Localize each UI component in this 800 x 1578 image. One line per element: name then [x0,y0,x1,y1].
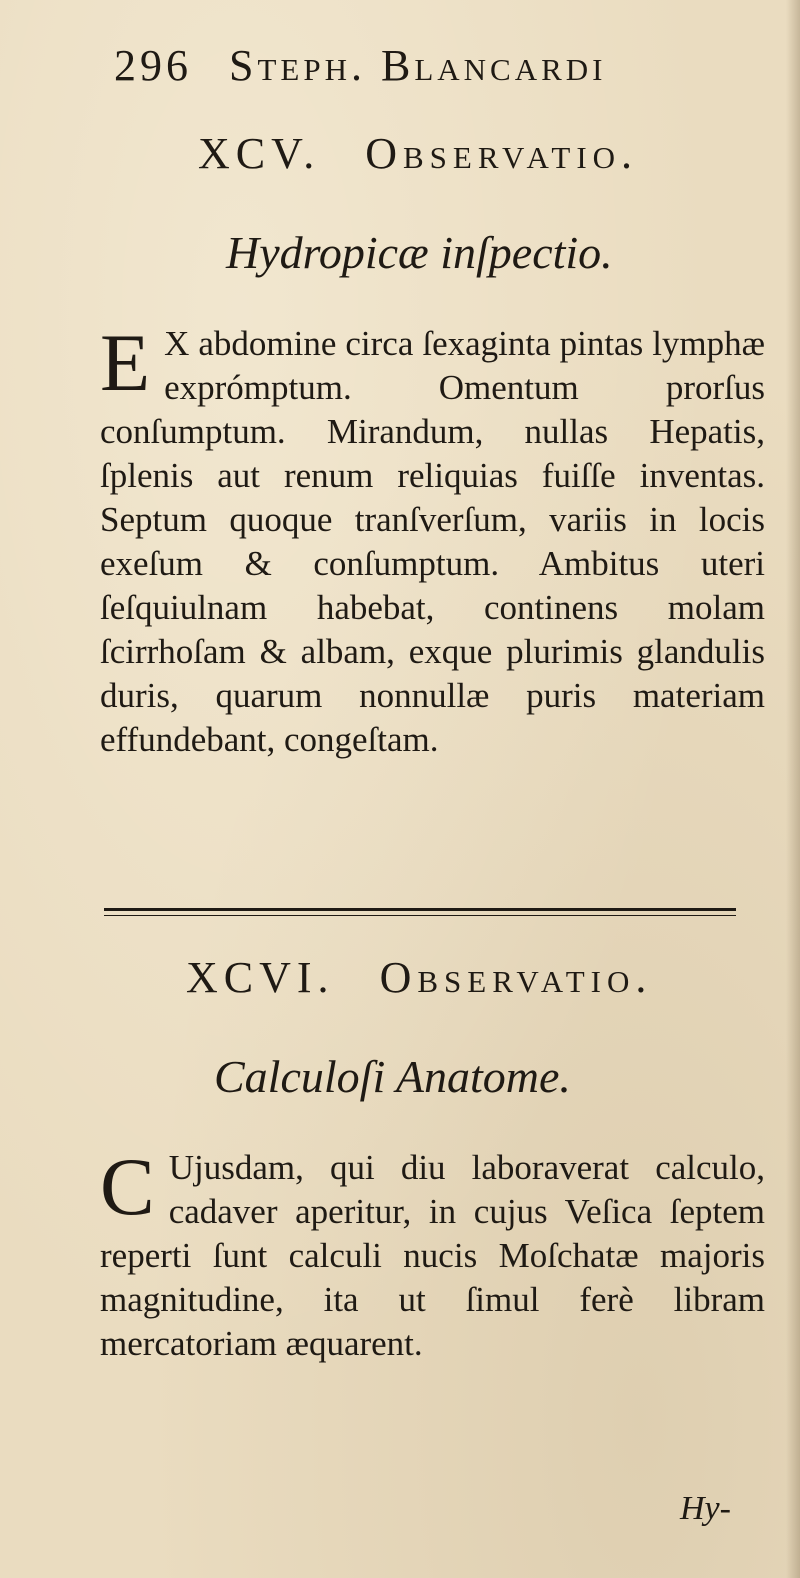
observation-number: XCV. [198,129,321,178]
drop-cap: C [100,1141,155,1232]
observation-heading [198,128,638,179]
observation-number: XCVI. [186,953,335,1002]
observation-label: Observatio. [365,129,639,178]
page-edge-shadow [786,0,800,1578]
observation-label: Observatio. [379,953,653,1002]
observation-body [100,317,765,762]
observation-text: X abdomine circa ſexaginta pintas lymphæ exprómptum. Omentum prorſus conſumptum. Mirandum, nullas Hepatis, ſplenis aut renum reliquias fuiſſe inventas. Septum quoque tranſverſum, variis in locis exeſum & conſumptum. Ambitus uteri ſeſquiulnam habebat, continens molam ſcirrhoſam & albam, exque plurimis glandulis duris, quarum nonnullæ puris materiam effundebant, congeſtam. [100,324,765,759]
running-head-author: Steph. Blancardi [229,41,607,90]
catchword: Hy- [680,1490,731,1527]
observation-title: Calculoſi Anatome. [214,1051,571,1102]
observation-heading [186,952,652,1003]
observation-body [100,1141,765,1366]
observation-text: Ujusdam, qui diu laboraverat calculo, cadaver aperitur, in cujus Veſica ſeptem reperti ſunt calculi nucis Moſchatæ majoris magnitudine, ita ut ſimul ferè libram mercatoriam æquarent. [100,1148,765,1363]
section-rule-thin [104,915,736,916]
drop-cap: E [100,317,151,408]
page-number: 296 [114,41,192,90]
running-head [114,40,774,91]
observation-title: Hydropicæ inſpectio. [226,227,613,278]
section-rule [104,908,736,911]
